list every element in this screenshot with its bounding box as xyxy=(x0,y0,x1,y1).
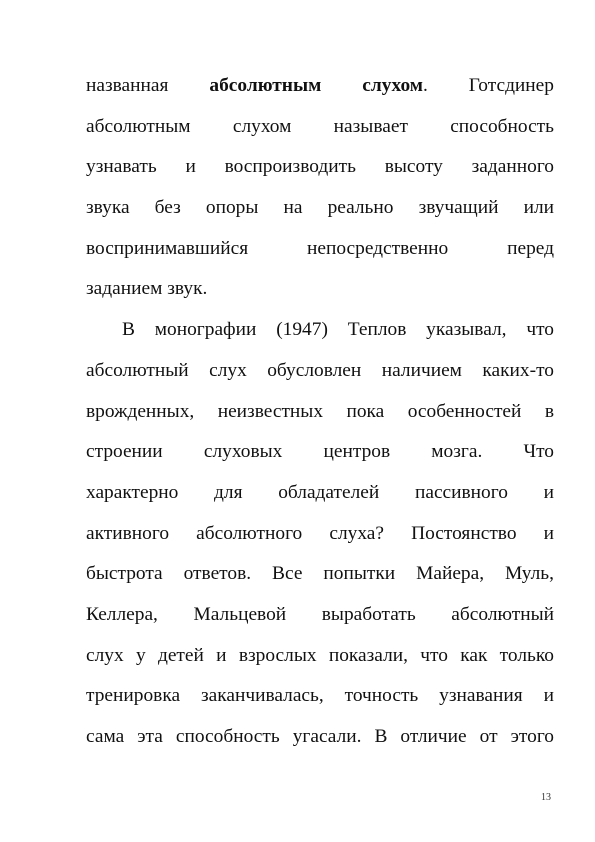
text-line: абсолютный слух обусловлен наличием каких-то xyxy=(86,359,554,381)
text-line: звука без опоры на реально звучащий или xyxy=(86,197,554,219)
text-line xyxy=(86,66,554,107)
document-page xyxy=(86,66,554,758)
text-line: воспринимавшийся непосредственно перед xyxy=(86,237,554,259)
text-line: слух у детей и взрослых показали, что как только xyxy=(86,644,554,666)
bold-term: абсолютным слухом xyxy=(209,75,423,96)
text-line: сама эта способность угасали. В отличие от этого xyxy=(86,726,554,747)
text-line: врожденных, неизвестных пока особенностей в xyxy=(86,400,554,422)
text-line: активного абсолютного слуха? Постоянство и xyxy=(86,522,554,544)
text-line: быстрота ответов. Все попытки Майера, Муль, xyxy=(86,563,554,585)
text-line: заданием звук. xyxy=(86,278,208,300)
text-span: названная xyxy=(86,75,210,96)
text-line: тренировка заканчивалась, точность узнавания и xyxy=(86,685,554,707)
text-line: В монографии (1947) Теплов указывал, что xyxy=(122,319,554,341)
page-number: 13 xyxy=(541,792,551,803)
text-line: характерно для обладателей пассивного и xyxy=(86,481,554,503)
text-span: . Готсдинер xyxy=(422,75,554,96)
text-line: абсолютным слухом называет способность xyxy=(86,115,554,137)
text-line: Келлера, Мальцевой выработать абсолютный xyxy=(86,603,554,625)
text-line: узнавать и воспроизводить высоту заданного xyxy=(86,156,554,178)
text-line: строении слуховых центров мозга. Что xyxy=(86,441,554,463)
